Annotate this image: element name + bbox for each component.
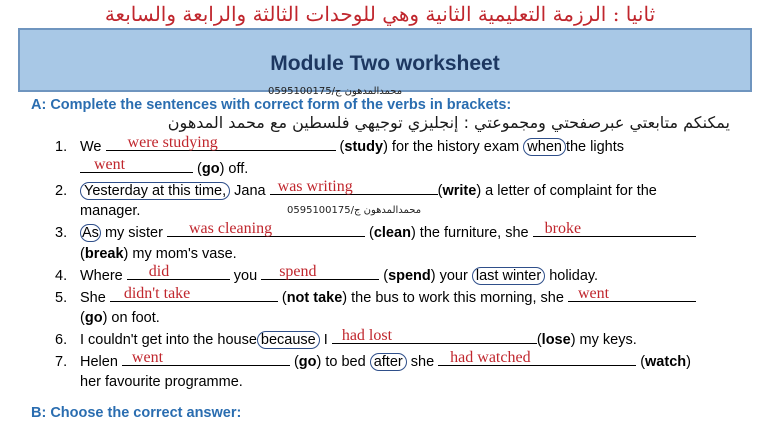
answer-blank[interactable] — [332, 327, 537, 344]
sentence-3: 3. As my sister was cleaning (clean) the furniture, she broke — [55, 223, 696, 242]
sentence-5: 5. She didn't take (not take) the bus to work this morning, she went — [55, 288, 696, 307]
circled-keyword: because — [257, 331, 320, 349]
handwritten-answer: was writing — [277, 178, 353, 195]
answer-blank[interactable] — [110, 285, 278, 302]
handwritten-answer: broke — [544, 220, 582, 237]
circled-keyword: last winter — [472, 267, 545, 285]
answer-blank[interactable] — [167, 220, 365, 237]
circled-keyword: Yesterday at this time, — [80, 182, 230, 200]
handwritten-answer: didn't take — [123, 285, 191, 302]
worksheet-title: Module Two worksheet — [270, 52, 500, 75]
circled-keyword: when — [523, 138, 566, 156]
arabic-follow-note: يمكنكم متابعتي عبرصفحتي ومجموعتي : إنجليزي توجيهي فلسطين مع محمد المدهون — [167, 113, 730, 132]
sentence-7-cont: her favourite programme. — [80, 374, 243, 390]
handwritten-answer: had lost — [341, 327, 393, 344]
answer-blank[interactable] — [270, 178, 438, 195]
sentence-2-cont: manager. — [80, 203, 141, 219]
arabic-package-title: ثانيا : الرزمة التعليمية الثانية وهي للوحدات الثالثة والرابعة والسابعة — [104, 2, 656, 26]
section-a-heading: A: Complete the sentences with correct form of the verbs in brackets: — [31, 97, 512, 113]
answer-blank[interactable] — [261, 263, 379, 280]
sentence-4: 4. Where did you spend (spend) your last winter holiday. — [55, 263, 599, 284]
answer-blank[interactable] — [568, 285, 696, 302]
answer-blank[interactable] — [438, 349, 636, 366]
handwritten-answer: did — [148, 263, 170, 280]
sentence-3-cont: (break) my mom's vase. — [80, 246, 237, 262]
handwritten-answer: went — [94, 156, 126, 173]
author-phone-label: محمدالمدهون ج/0595100175 — [268, 86, 403, 97]
handwritten-answer: spend — [279, 263, 317, 280]
section-b-heading: B: Choose the correct answer: — [31, 405, 242, 421]
answer-blank[interactable] — [127, 263, 230, 280]
handwritten-answer: had watched — [450, 349, 531, 366]
circled-keyword: As — [82, 225, 99, 241]
handwritten-answer: was cleaning — [188, 220, 273, 237]
author-phone-label: محمدالمدهون ج/0595100175 — [287, 205, 422, 216]
sentence-6: 6. I couldn't get into the house because I had lost (lose) my keys. — [55, 327, 637, 348]
sentence-5-cont: (go) on foot. — [80, 310, 160, 326]
answer-blank[interactable] — [122, 349, 290, 366]
sentence-1-cont: went (go) off. — [80, 159, 248, 178]
handwritten-answer: went — [131, 349, 164, 366]
circled-keyword: after — [370, 353, 407, 371]
answer-blank[interactable] — [533, 220, 696, 237]
sentence-1: 1. We were studying (study) for the history exam when the lights — [55, 134, 624, 155]
sentence-2: 2. Yesterday at this time, Jana was writing (write) a letter of complaint for the — [55, 178, 657, 199]
sentence-7: 7. Helen went (go) to bed after she had watched (watch) — [55, 349, 691, 370]
answer-blank[interactable] — [106, 134, 336, 151]
handwritten-answer: went — [577, 285, 610, 302]
handwritten-answer: were studying — [127, 134, 218, 151]
worksheet-banner — [18, 28, 752, 92]
